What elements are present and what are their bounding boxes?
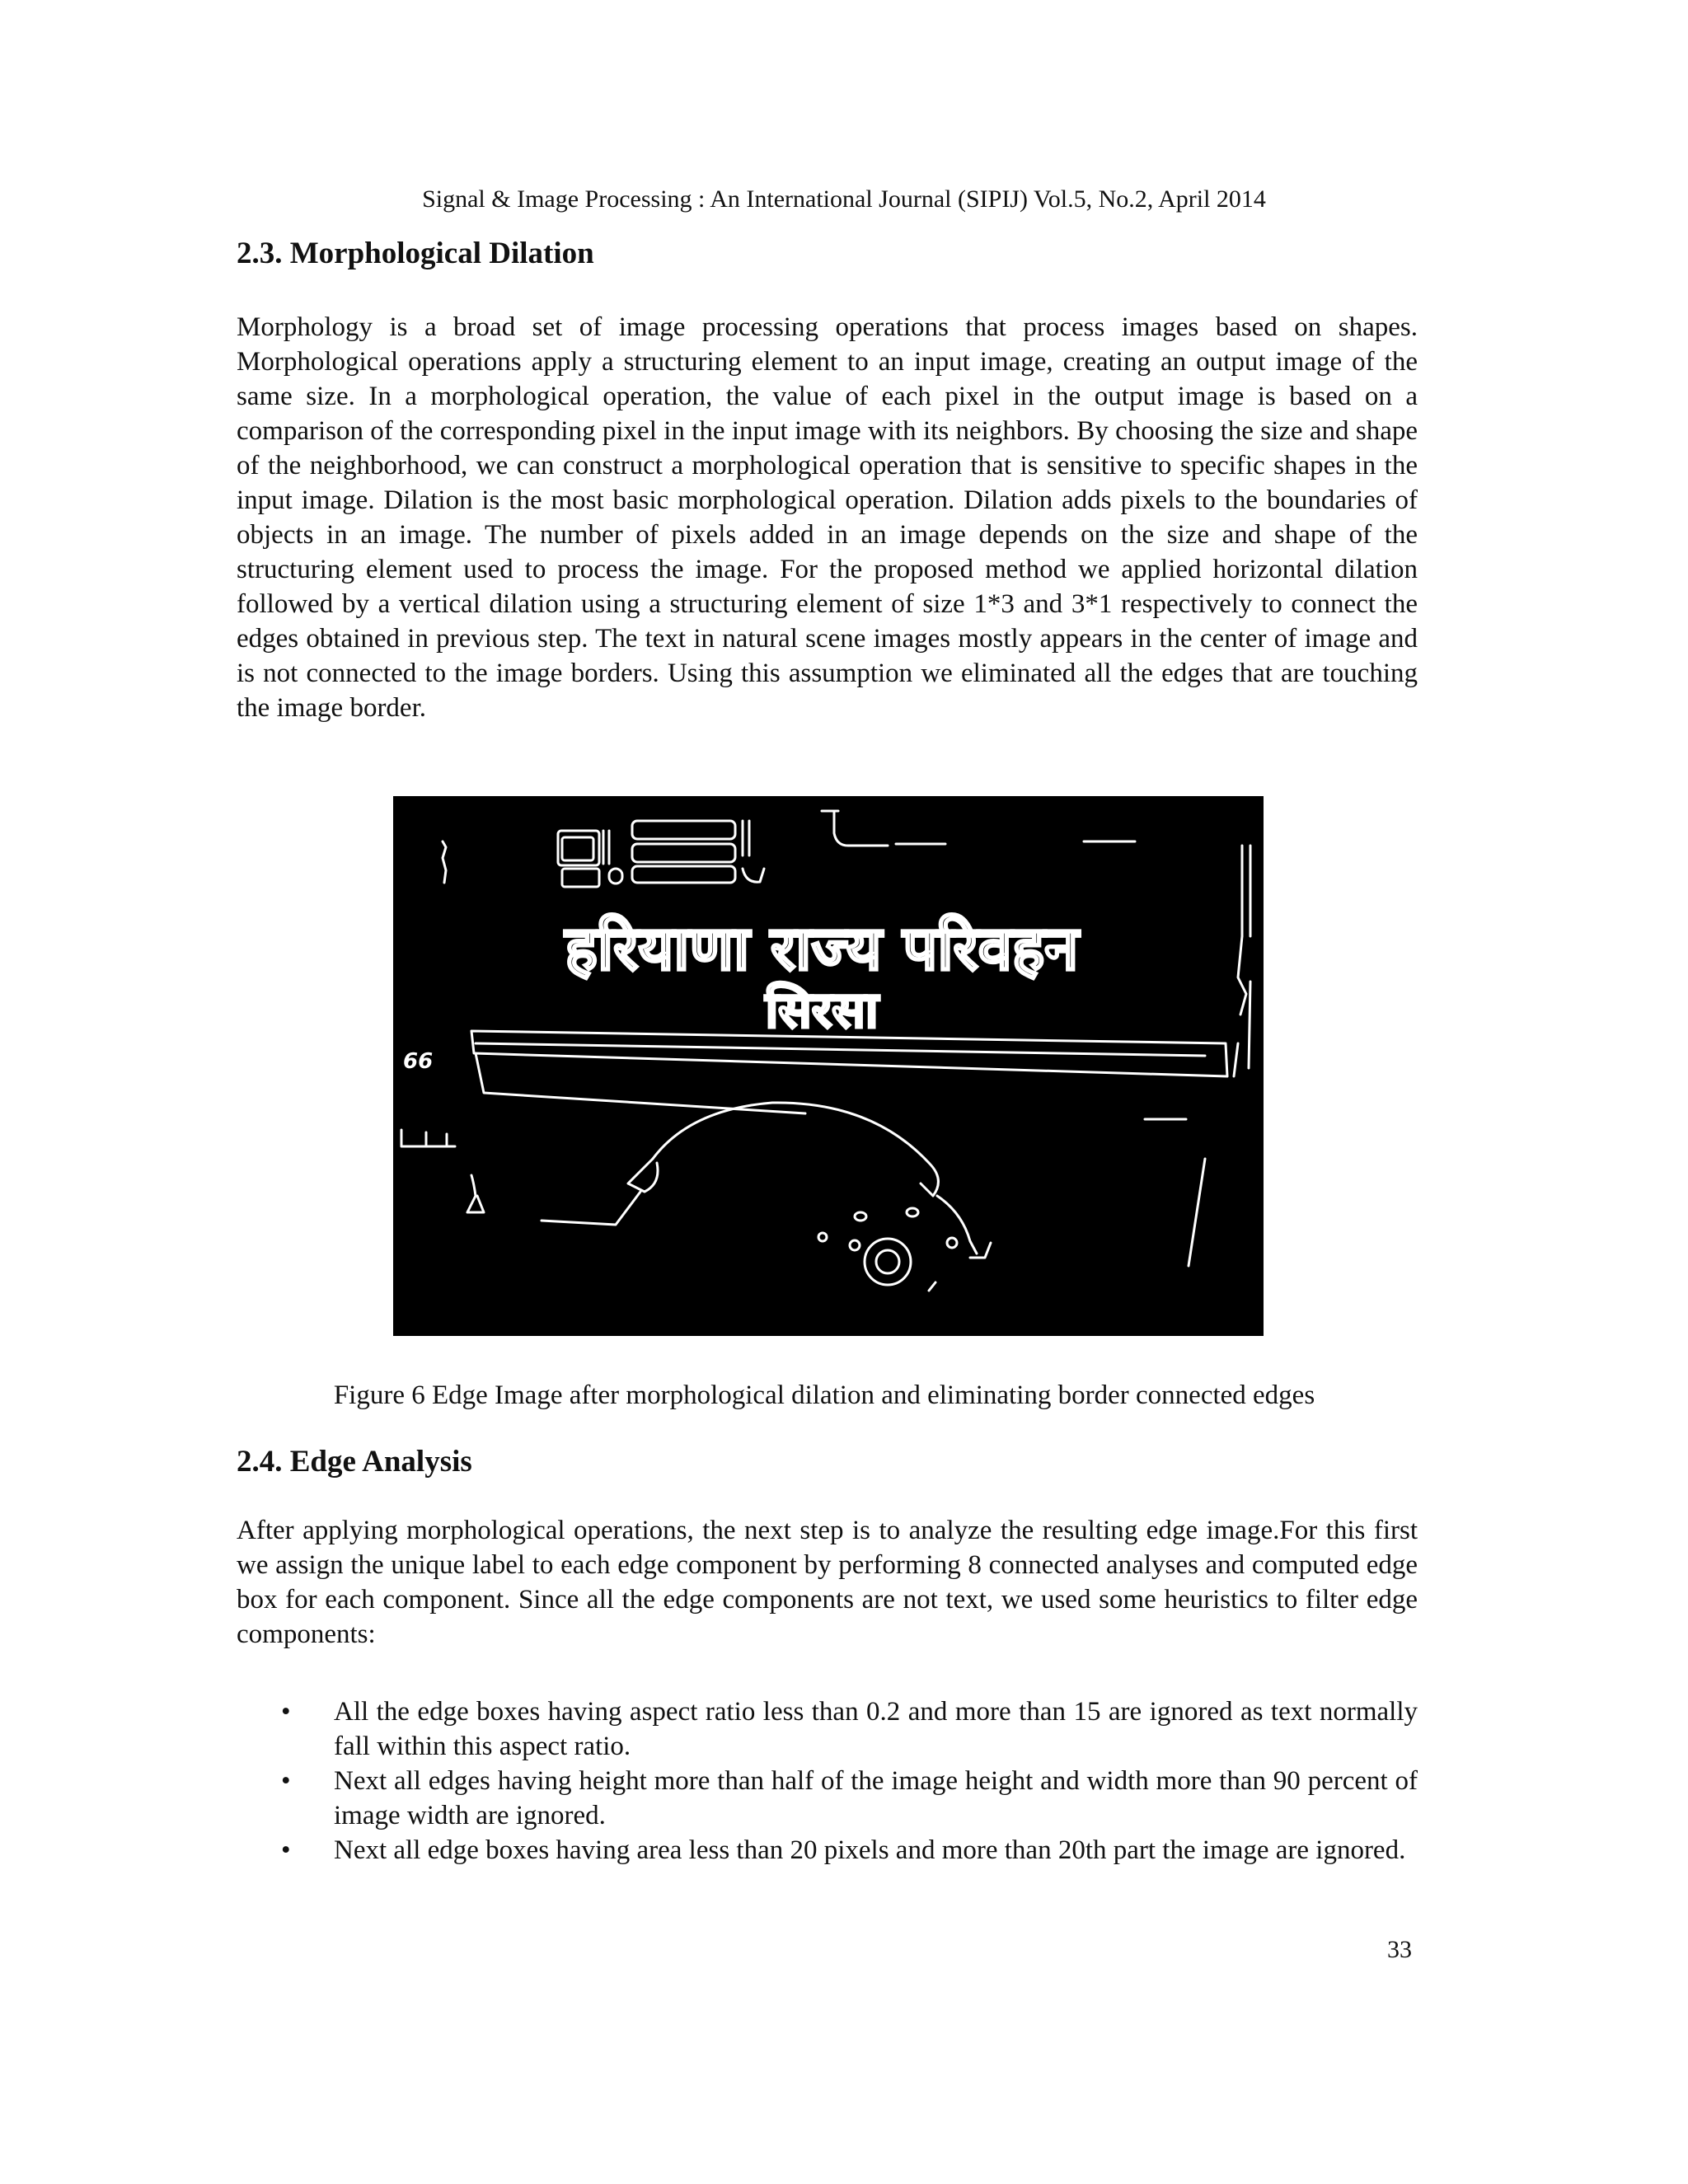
list-item [237, 1694, 1418, 1764]
list-item-text: Next all edge boxes having area less than 20 pixels and more than 20th part the image are ignored. [334, 1835, 1406, 1865]
figure-hindi-line2: सिरसा [765, 982, 879, 1039]
paragraph-edge-analysis: After applying morphological operations, the next step is to analyze the resulting edge image.For this first we assign the unique label to each edge component by performing 8 connected analyses and computed edge box for each component. Since all the edge components are not text, we used some heuristics to filter edge components: [237, 1516, 1418, 1649]
figure-caption: Figure 6 Edge Image after morphological dilation and eliminating border connected edges [333, 1380, 1315, 1410]
list-item [237, 1833, 1418, 1868]
bullet-icon: • [281, 1835, 291, 1865]
journal-header: Signal & Image Processing : An International Journal (SIPIJ) Vol.5, No.2, April 2014 [422, 185, 1266, 213]
paragraph-morphological-dilation: Morphology is a broad set of image processing operations that process images based on shapes. Morphological operations apply a structuring element to an input image, creating an output image of the same size. In a morphological operation, the value of each pixel in the output image is based on a comparison of the corresponding pixel in the input image with its neighbors. By choosing the size and shape of the neighborhood, we can construct a morphological operation that is sensitive to specific shapes in the input image. Dilation is the most basic morphological operation. Dilation adds pixels to the boundaries of objects in an image. The number of pixels added in an image depends on the size and shape of the structuring element used to process the image. For the proposed method we applied horizontal dilation followed by a vertical dilation using a structuring element of size 1*3 and 3*1 respectively to connect the edges obtained in previous step. The text in natural scene images mostly appears in the center of image and is not connected to the image borders. Using this assumption we eliminated all the edges that are touching the image border. [237, 312, 1418, 723]
list-item [237, 1764, 1418, 1833]
bullet-icon: • [281, 1697, 291, 1727]
edge-image-figure [393, 796, 1264, 1336]
figure-number-66: 66 [403, 1049, 434, 1074]
list-item-text: All the edge boxes having aspect ratio less than 0.2 and more than 15 are ignored as text normally fall within this aspect ratio. [334, 1697, 1418, 1761]
bullet-icon: • [281, 1766, 291, 1796]
section-heading-morphological-dilation: 2.3. Morphological Dilation [237, 237, 594, 270]
page-number: 33 [1387, 1936, 1412, 1963]
heuristics-list [237, 1694, 1418, 1868]
section-heading-edge-analysis: 2.4. Edge Analysis [237, 1445, 472, 1479]
figure-hindi-line1: हरियाणा राज्य परिवहन [565, 913, 1079, 984]
list-item-text: Next all edges having height more than half of the image height and width more than 90 percent of image width are ignored. [334, 1766, 1418, 1830]
